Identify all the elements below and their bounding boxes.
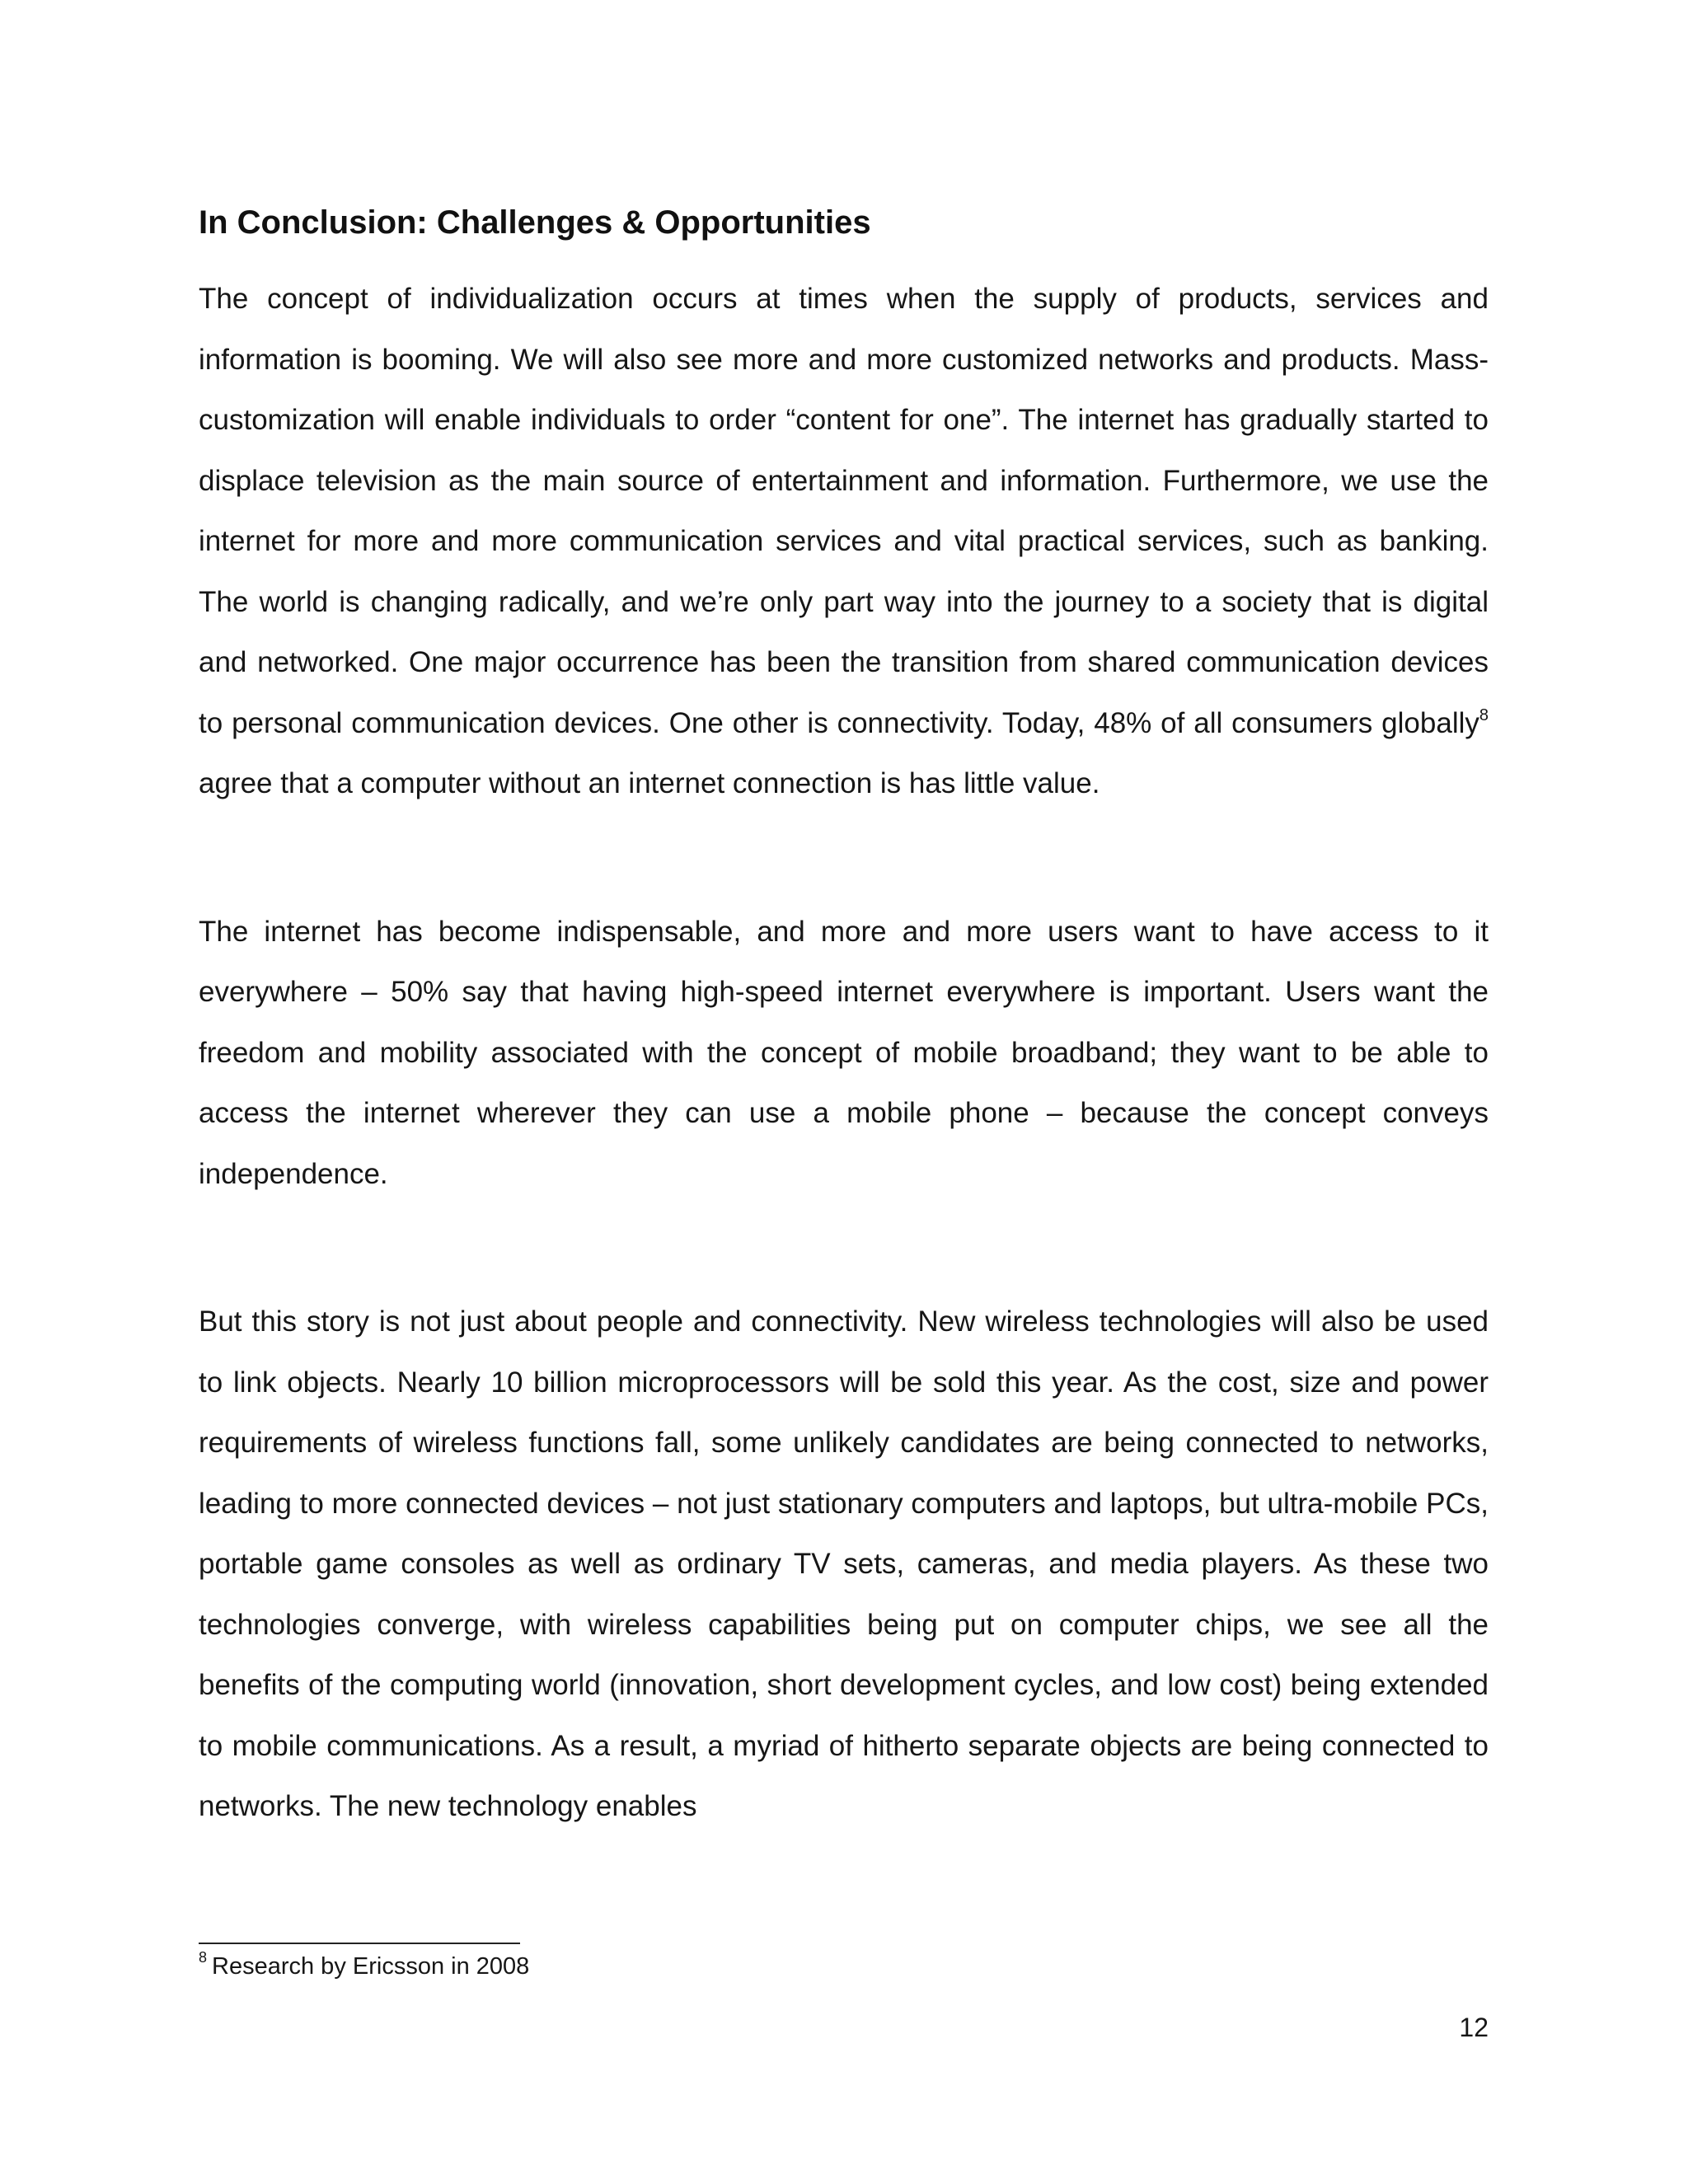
- footnote-reference-8[interactable]: 8: [1479, 705, 1489, 724]
- section-heading: In Conclusion: Challenges & Opportunities: [199, 204, 871, 241]
- page-number: 12: [1459, 2013, 1489, 2042]
- footnote-number: 8: [199, 1949, 208, 1966]
- page-content: [199, 199, 1489, 1837]
- paragraph-1: [199, 269, 1489, 814]
- footnote-separator: [199, 1943, 520, 1944]
- paragraph-2: The internet has become indispensable, and more and more users want to have access to it everywhere – 50% say that having high-speed internet everywhere is important. Users want the freedom and mobility associated with the concept of mobile broadband; they want to be able to access the internet wherever they can use a mobile phone – because the concept conveys independence.: [199, 915, 1489, 1190]
- paragraph-3: But this story is not just about people and connectivity. New wireless technologies will also be used to link objects. Nearly 10 billion microprocessors will be sold this year. As the cost, size and power requirements of wireless functions fall, some unlikely candidates are being connected to networks, leading to more connected devices – not just stationary computers and laptops, but ultra-mobile PCs, portable game consoles as well as ordinary TV sets, cameras, and media players. As these two technologies converge, with wireless capabilities being put on computer chips, we see all the benefits of the computing world (innovation, short development cycles, and low cost) being extended to mobile communications. As a result, a myriad of hitherto separate objects are being connected to networks. The new technology enables: [199, 1305, 1489, 1822]
- footnote: [199, 1950, 529, 1983]
- paragraph-1-text-after: agree that a computer without an internet connection is has little value.: [199, 767, 1100, 799]
- footnote-text: Research by Ericsson in 2008: [212, 1953, 530, 1980]
- paragraph-1-text-before: The concept of individualization occurs at times when the supply of products, services and information is booming. We will also see more and more customized networks and products. Mass-customization will enable individuals to order “content for one”. The internet has gradually started to displace television as the main source of entertainment and information. Furthermore, we use the internet for more and more communication services and vital practical services, such as banking. The world is changing radically, and we’re only part way into the journey to a society that is digital and networked. One major occurrence has been the transition from shared communication devices to personal communication devices. One other is connectivity. Today, 48% of all consumers globally: [199, 283, 1489, 739]
